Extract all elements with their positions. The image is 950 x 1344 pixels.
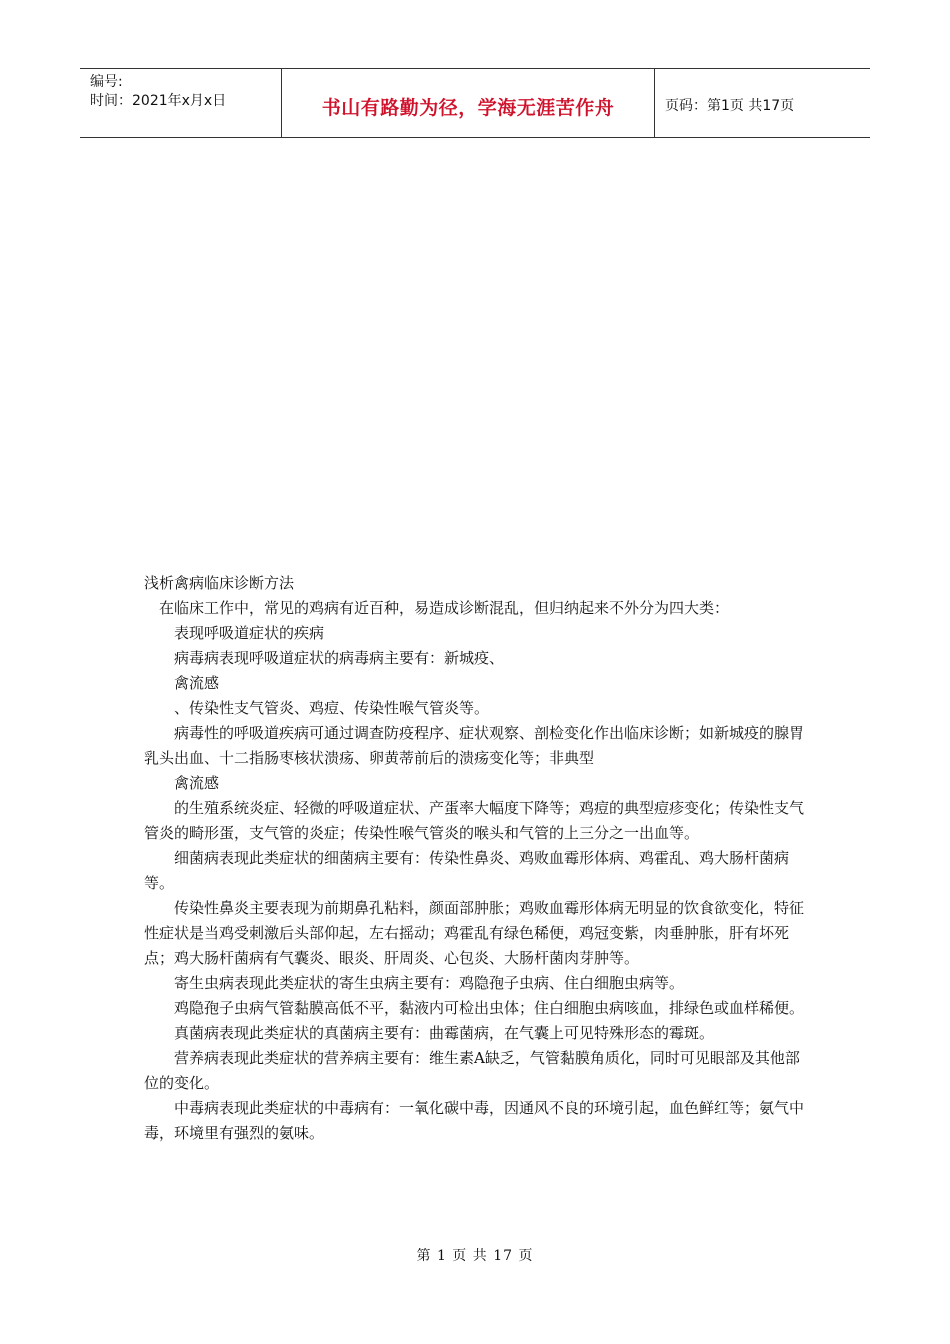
document-date: 时间：2021年x月x日 (90, 93, 227, 109)
paragraph: 中毒病表现此类症状的中毒病有：一氧化碳中毒，因通风不良的环境引起，血色鲜红等；氨气中毒，环境里有强烈的氨味。 (144, 1099, 805, 1142)
paragraph: 禽流感 (174, 674, 220, 692)
paragraph: 的生殖系统炎症、轻微的呼吸道症状、产蛋率大幅度下降等；鸡痘的典型痘疹变化；传染性支气管炎的畸形蛋，支气管的炎症；传染性喉气管炎的喉头和气管的上三分之一出血等。 (144, 799, 805, 842)
paragraph: 寄生虫病表现此类症状的寄生虫病主要有：鸡隐孢子虫病、住白细胞虫病等。 (174, 974, 685, 992)
paragraph: 鸡隐孢子虫病气管黏膜高低不平，黏液内可检出虫体；住白细胞虫病咳血，排绿色或血样稀便。 (174, 999, 805, 1017)
document-title: 浅析禽病临床诊断方法 (144, 574, 295, 592)
paragraph: 营养病表现此类症状的营养病主要有：维生素A缺乏，气管黏膜角质化，同时可见眼部及其他部位的变化。 (144, 1049, 800, 1092)
document-number-label: 编号: (90, 74, 123, 90)
document-body (144, 571, 808, 1146)
header-motto: 书山有路勤为径，学海无涯苦作舟 (282, 69, 655, 137)
paragraph: 病毒病表现呼吸道症状的病毒病主要有：新城疫、 (174, 649, 505, 667)
intro-paragraph: 在临床工作中，常见的鸡病有近百种，易造成诊断混乱，但归纳起来不外分为四大类： (159, 599, 730, 617)
header-meta (80, 69, 282, 137)
page-footer: 第 1 页 共 17 页 (416, 1248, 534, 1264)
paragraph: 禽流感 (174, 774, 220, 792)
paragraph: 表现呼吸道症状的疾病 (174, 624, 325, 642)
paragraph: 细菌病表现此类症状的细菌病主要有：传染性鼻炎、鸡败血霉形体病、鸡霍乱、鸡大肠杆菌病等。 (144, 849, 790, 892)
paragraph: 、传染性支气管炎、鸡痘、传染性喉气管炎等。 (174, 699, 490, 717)
paragraph: 真菌病表现此类症状的真菌病主要有：曲霉菌病，在气囊上可见特殊形态的霉斑。 (174, 1024, 715, 1042)
header-page-info: 页码：第1页 共17页 (665, 98, 795, 114)
paragraph: 传染性鼻炎主要表现为前期鼻孔粘料，颜面部肿胀；鸡败血霉形体病无明显的饮食欲变化，特征性症状是当鸡受刺激后头部仰起，左右摇动；鸡霍乱有绿色稀便，鸡冠变紫，肉垂肿胀，肝有坏死点；鸡大肠杆菌病有气囊炎、眼炎、肝周炎、心包炎、大肠杆菌肉芽肿等。 (144, 899, 805, 967)
paragraph: 病毒性的呼吸道疾病可通过调查防疫程序、症状观察、剖检变化作出临床诊断；如新城疫的腺胃乳头出血、十二指肠枣核状溃疡、卵黄蒂前后的溃疡变化等；非典型 (144, 724, 805, 767)
page-header (80, 68, 870, 138)
